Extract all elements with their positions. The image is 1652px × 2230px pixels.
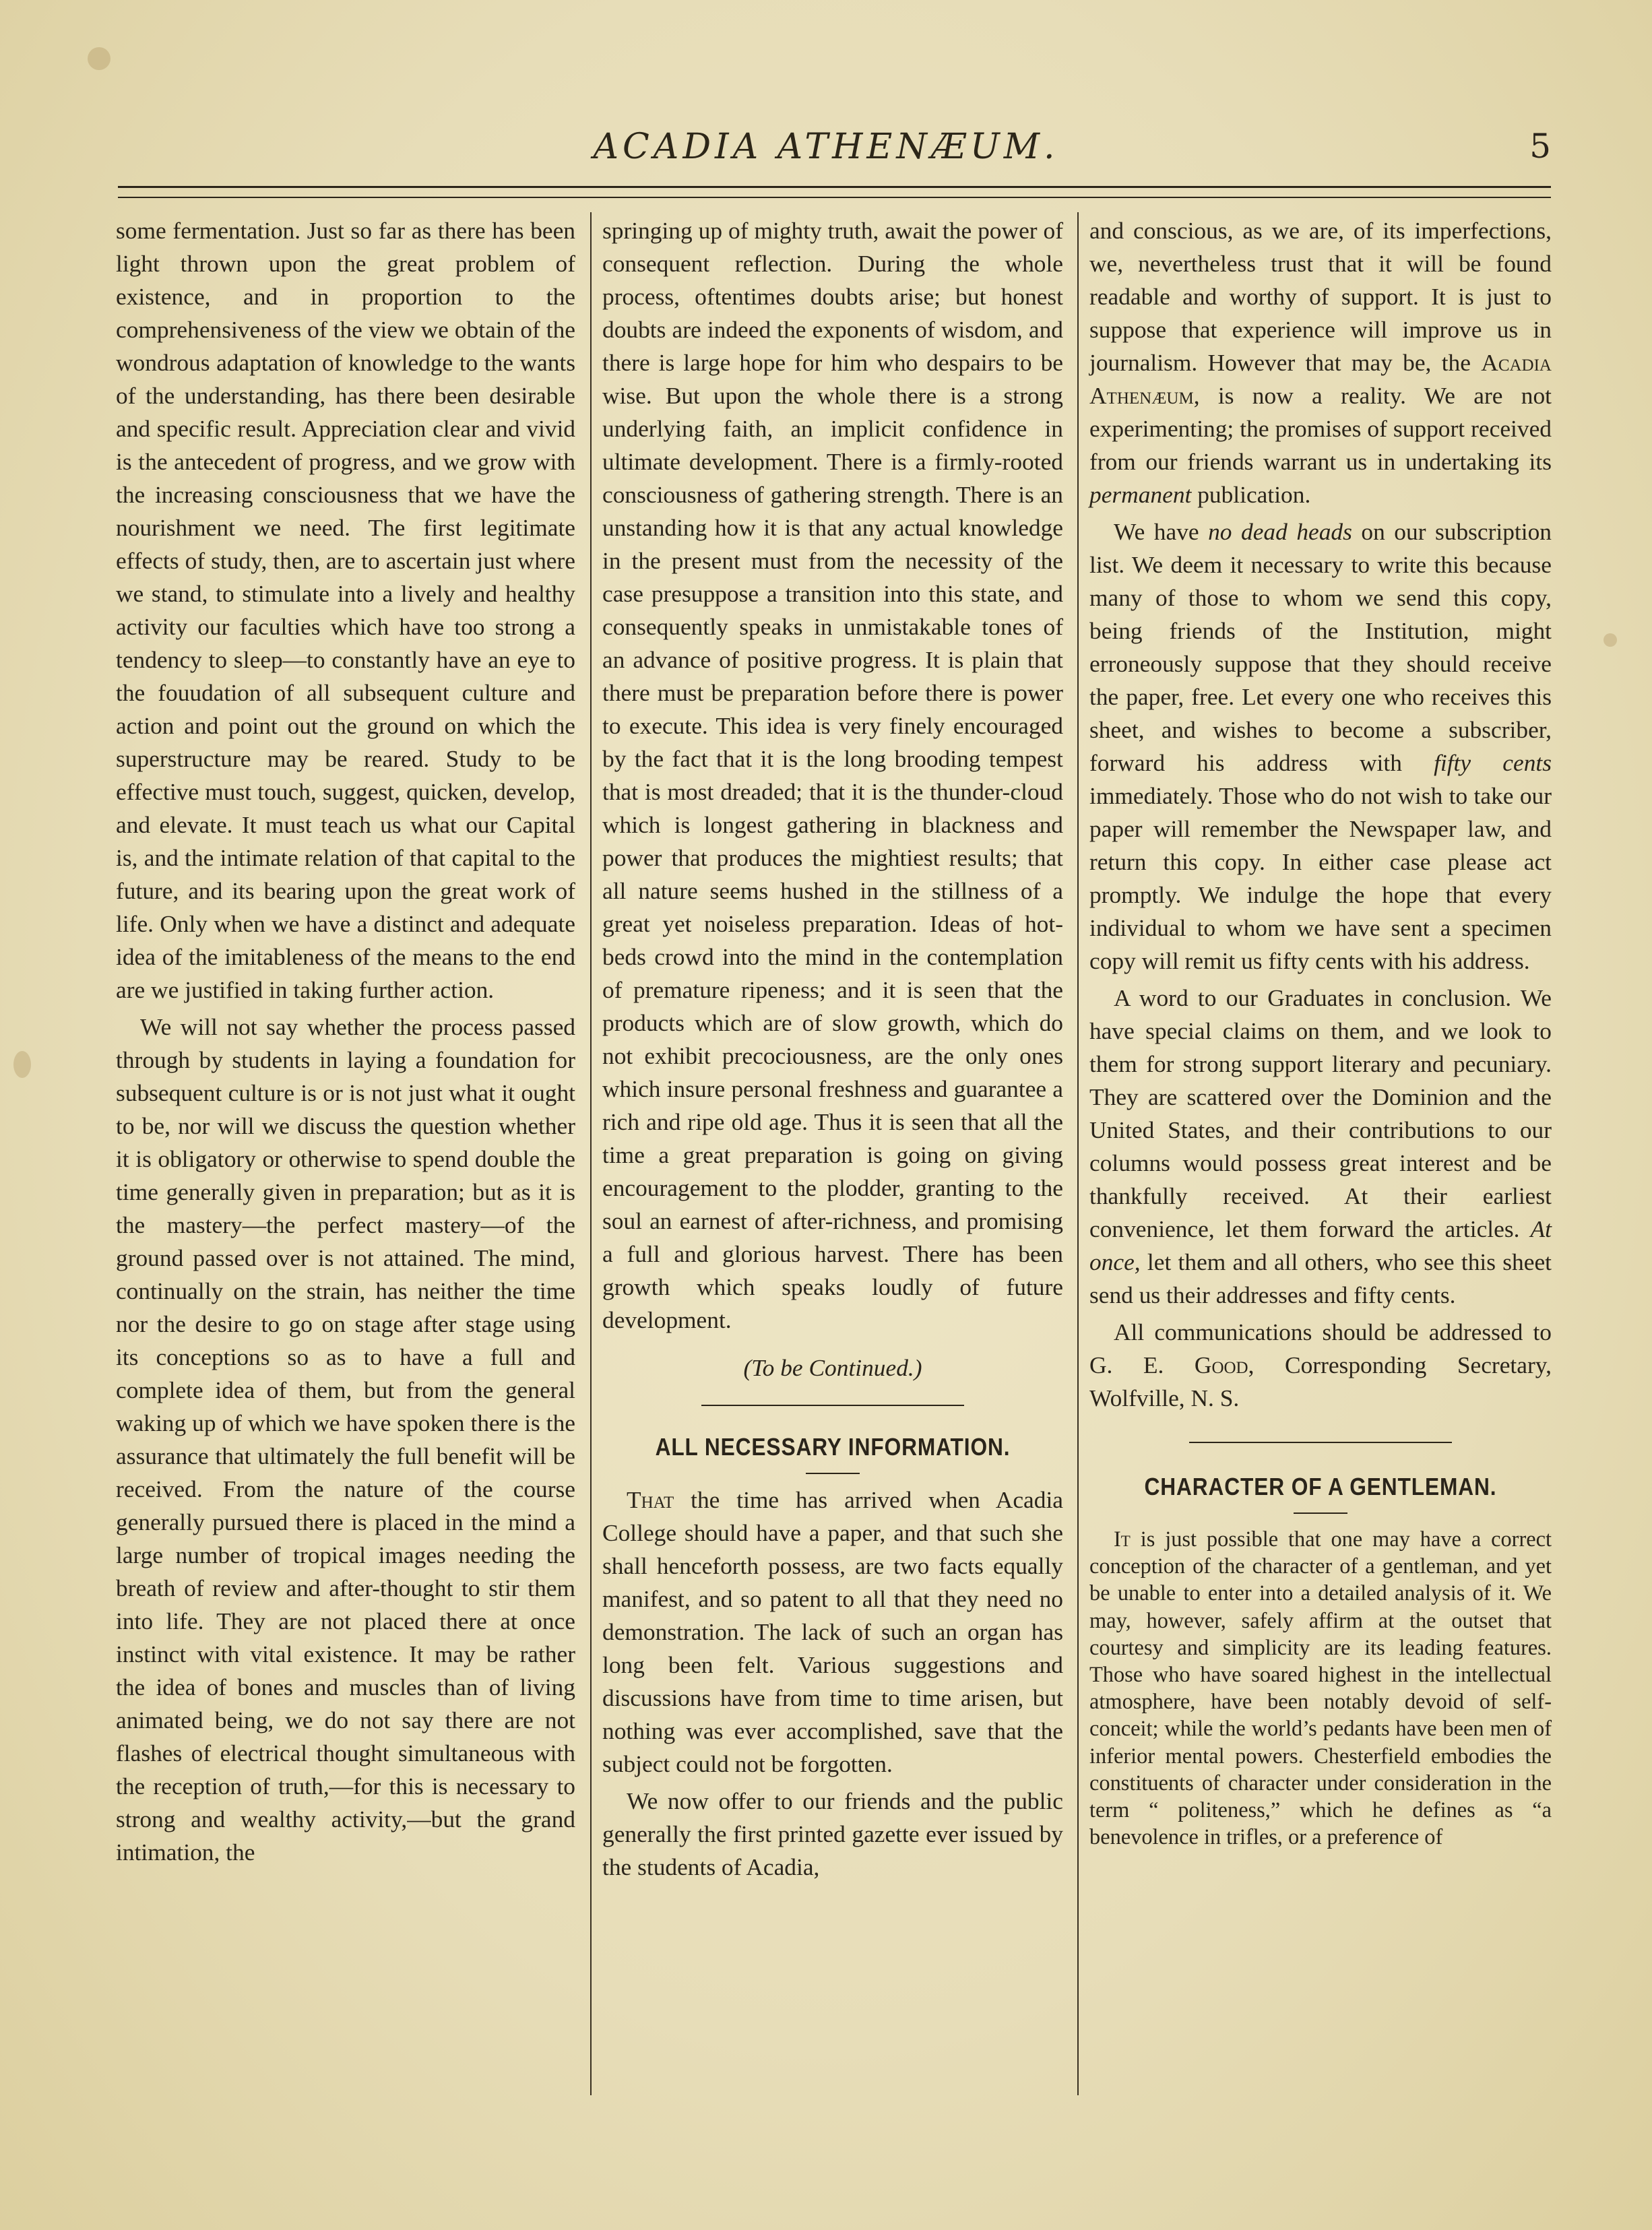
column-1-paragraph: some fermentation. Just so far as there has been light thrown upon the great problem of existence, and in proportion to the comprehensiveness of the view we obtain of the wondrous adaptation of knowledge to the wants of the understanding, has there been desirable and specific result. Appreciation clear and vivid is the antecedent of progress, and we grow with the increasing consciousness that we have the nourishment we need. The first legitimate effects of study, then, are to ascertain just where we stand, to stimulate into a lively and healthy activity our faculties which have too strong a tendency to sleep—to constantly have an eye to the fouudation of all subsequent culture and action and point out the ground on which the superstructure may be reared. Study to be effective must touch, suggest, quicken, develop, and elevate. It must teach us what our Capital is, and the intimate relation of that capital to the future, and its bearing upon the great work of life. Only when we have a distinct and adequate idea of the imitableness of the means to the end are we justified in taking further action.: [116, 217, 575, 1003]
paragraph-text: is just possible that one may have a correct conception of the character of a gentleman, and yet be unable to enter into a detailed analysis of it. We may, however, safely affirm at the outset that courtesy and simplicity are its leading features. Those who have soared highest in the intellectual atmosphere, have been notably devoid of self-conceit; while the world’s pedants have been men of inferior mental powers. Chesterfield embodies the constituents of character under consideration in the term “ politeness,” which he defines as “a benevolence in trifles, or a preference of: [1089, 1527, 1552, 1850]
publication-name: Acadia Athenæum: [1089, 349, 1552, 409]
page-number: 5: [1529, 127, 1551, 166]
paragraph-text: , is now a reality. We are not experimenting; the promises of support received from our friends warrant us in undertaking its: [1089, 382, 1552, 475]
column-3-paragraph: [1089, 1316, 1552, 1415]
emphasis: permanent: [1089, 481, 1192, 508]
paper-stain: [1603, 633, 1617, 647]
column-divider: [590, 212, 592, 2095]
paragraph-text: let them and all others, who see this sheet send us their addresses and fifty cents.: [1089, 1248, 1552, 1308]
paragraph-text: immediately. Those who do not wish to take our paper will remember the Newspaper law, and return this copy. In either case please act promptly. We indulge the hope that every individual to whom we have sent a specimen copy will remit us fifty cents with his address.: [1089, 782, 1552, 974]
person-name: Good: [1194, 1351, 1248, 1378]
column-2-paragraph: We now offer to our friends and the public generally the first printed gazette ever issued by the students of Acadia,: [602, 1787, 1063, 1880]
heading-underline: [806, 1473, 860, 1474]
header-rule-thick: [118, 186, 1551, 188]
to-be-continued: (To be Continued.): [743, 1354, 922, 1381]
paper-stain: [88, 47, 110, 70]
section-rule: [701, 1405, 964, 1406]
emphasis: At once,: [1089, 1215, 1552, 1275]
column-3-paragraph: [1089, 515, 1552, 978]
paragraph-text: the time has arrived when Acadia College should have a paper, and that such she shall henceforth possess, are two facts equally manifest, and so patent to all that they need no demonstration. The lack of such an organ has long been felt. Various suggestions and discussions have from time to time arisen, but nothing was ever accomplished, save that the subject could not be forgotten.: [602, 1486, 1063, 1777]
column-1-paragraph: We will not say whether the process passed through by students in laying a foundation for subsequent culture is or is not just what it ought to be, nor will we discuss the question whether it is obligatory or otherwise to spend double the time generally given in preparation; but as it is the mastery—the perfect mastery—of the ground passed over is not attained. The mind, continually on the strain, has neither the time nor the desire to go on stage after stage using its conceptions so as to have a full and complete idea of them, but from the general waking up of which we have spoken there is the assurance that ultimately the full benefit will be received. From the nature of the course generally pursued there is placed in the mind a large number of tropical images needing the breath of review and after-thought to stir them into life. They are not placed there at once instinct with vital existence. It may be rather the idea of bones and muscles than of living animated being, we do not say there are not flashes of electrical thought simultaneous with the reception of truth,—for this is necessary to strong and wealthy activity,—but the grand intimation, the: [116, 1013, 575, 1866]
paragraph-text: We have: [1114, 518, 1209, 545]
paper-stain: [13, 1051, 31, 1078]
section-heading: CHARACTER OF A GENTLEMAN.: [1144, 1473, 1497, 1500]
header-rule-thin: [118, 197, 1551, 198]
column-3-paragraph: [1089, 1526, 1552, 1851]
column-1: [116, 214, 575, 1869]
paragraph-text: and conscious, as we are, of its imperfections, we, nevertheless trust that it will be found readable and worthy of support. It is just to suppose that experience will improve us in journalism. However that may be, the: [1089, 217, 1552, 376]
lead-word: It: [1114, 1527, 1131, 1552]
masthead-title: ACADIA ATHENÆUM.: [593, 127, 1059, 167]
column-3-paragraph: [1089, 982, 1552, 1312]
paragraph-text: All communications should be addressed to G. E.: [1089, 1318, 1552, 1378]
emphasis: no dead heads: [1208, 518, 1352, 545]
column-3: [1089, 214, 1552, 1851]
section-rule: [1189, 1442, 1452, 1443]
emphasis: fifty cents: [1434, 749, 1552, 776]
paragraph-text: , Corresponding Secretary, Wolfville, N. S.: [1089, 1351, 1552, 1411]
lead-word: That: [627, 1486, 674, 1513]
heading-underline: [1294, 1512, 1347, 1514]
paragraph-text: A word to our Graduates in conclusion. We have special claims on them, and we look to them for strong support literary and pecuniary. They are scattered over the Dominion and the United States, and their contributions to our columns would possess great interest and be thankfully received. At their earliest convenience, let them forward the articles.: [1089, 984, 1552, 1242]
paragraph-text: on our subscription list. We deem it necessary to write this because many of those to whom we send this copy, being friends of the Institution, might erroneously suppose that they should receive the paper, free. Let every one who receives this sheet, and wishes to become a subscriber, forward his address with: [1089, 518, 1552, 776]
column-divider: [1077, 212, 1079, 2095]
column-3-paragraph: [1089, 214, 1552, 511]
column-2-paragraph: [602, 1484, 1063, 1781]
column-2-paragraph: springing up of mighty truth, await the power of consequent reflection. During the whole process, oftentimes doubts arise; but honest doubts are indeed the exponents of wisdom, and there is large hope for him who despairs to be wise. But upon the whole there is a strong underlying faith, an implicit confidence in ultimate development. There is a firmly-rooted consciousness of gathering strength. There is an unstanding how it is that any actual knowledge in the present must from the necessity of the case presuppose a transition into this state, and consequently speaks in unmistakable tones of an advance of positive progress. It is plain that there must be preparation before there is power to execute. This idea is very finely encouraged by the fact that it is the long brooding tempest that is most dreaded; that it is the thunder-cloud which is longest gathering in blackness and power that produces the mightiest results; that all nature seems hushed in the stillness of a great yet noiseless preparation. Ideas of hot-beds crowd into the mind in the contemplation of premature ripeness; and it is seen that the products which are of slow growth, which do not exhibit precociousness, are the only ones which insure personal freshness and guarantee a rich and ripe old age. Thus it is seen that all the time a great preparation is going on giving encouragement to the plodder, granting to the soul an earnest of after-richness, and promising a full and glorious harvest. There has been growth which speaks loudly of future development.: [602, 217, 1063, 1333]
section-heading: ALL NECESSARY INFORMATION.: [655, 1433, 1011, 1461]
column-2: [602, 214, 1063, 1884]
paragraph-text: publication.: [1191, 481, 1311, 508]
